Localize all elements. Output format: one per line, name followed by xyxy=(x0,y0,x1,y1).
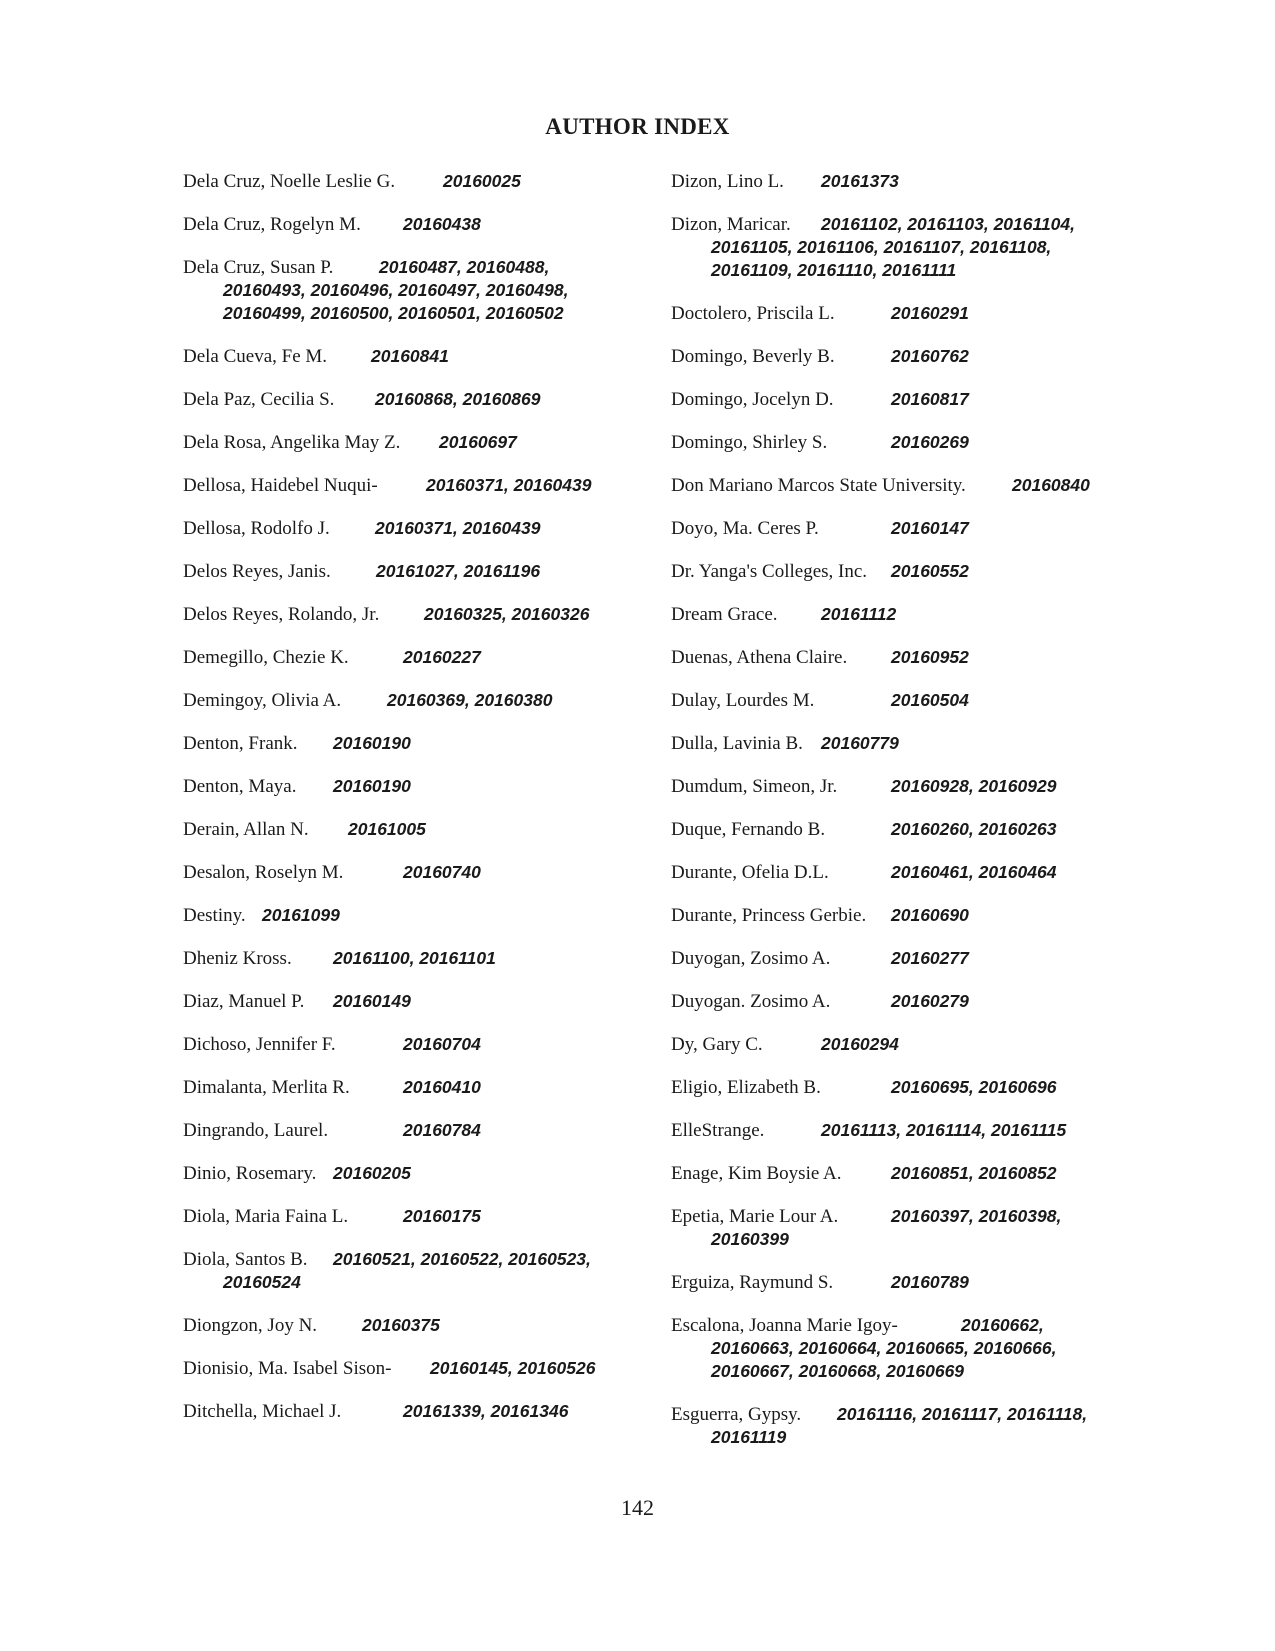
author-name: Domingo, Beverly B. xyxy=(671,346,835,367)
index-entry xyxy=(671,1205,1111,1251)
author-name: Delos Reyes, Rolando, Jr. xyxy=(183,604,380,625)
index-entry xyxy=(183,603,653,626)
index-entry xyxy=(183,1162,653,1185)
author-name: Dulla, Lavinia B. xyxy=(671,733,803,754)
author-name: Duenas, Athena Claire. xyxy=(671,647,848,668)
record-numbers: 20160690 xyxy=(891,905,969,925)
record-numbers: 20160928, 20160929 xyxy=(891,776,1057,796)
record-numbers: 20161113, 20161114, 20161115 xyxy=(821,1120,1067,1140)
index-column-left xyxy=(183,170,653,1443)
author-name: Dr. Yanga's Colleges, Inc. xyxy=(671,561,868,582)
author-name: Dheniz Kross. xyxy=(183,948,292,969)
index-entry xyxy=(671,861,1111,884)
record-numbers: 20161116, 20161117, 20161118, xyxy=(837,1404,1088,1424)
record-numbers: 20160662, xyxy=(961,1315,1044,1335)
record-numbers: 20160521, 20160522, 20160523, xyxy=(333,1249,591,1269)
index-entry xyxy=(671,1033,1111,1056)
author-name: Dela Cueva, Fe M. xyxy=(183,346,328,367)
index-entry xyxy=(671,474,1111,497)
author-name: Duyogan. Zosimo A. xyxy=(671,991,831,1012)
author-name: Diaz, Manuel P. xyxy=(183,991,305,1012)
author-name: Dingrando, Laurel. xyxy=(183,1120,329,1141)
author-name: Dizon, Lino L. xyxy=(671,171,784,192)
record-numbers: 20161339, 20161346 xyxy=(403,1401,569,1421)
author-name: Eligio, Elizabeth B. xyxy=(671,1077,821,1098)
record-numbers: 20160740 xyxy=(403,862,481,882)
author-name: Demegillo, Chezie K. xyxy=(183,647,349,668)
index-entry xyxy=(671,603,1111,626)
record-numbers: 20160789 xyxy=(891,1272,969,1292)
record-numbers: 20160227 xyxy=(403,647,481,667)
index-entry xyxy=(671,775,1111,798)
index-entry xyxy=(183,345,653,368)
index-entry xyxy=(671,431,1111,454)
index-entry xyxy=(671,1076,1111,1099)
record-numbers: 20160279 xyxy=(891,991,969,1011)
record-numbers: 20160779 xyxy=(821,733,899,753)
author-name: Dellosa, Rodolfo J. xyxy=(183,518,330,539)
index-entry xyxy=(183,1205,653,1228)
record-numbers: 20161005 xyxy=(348,819,426,839)
index-entry xyxy=(183,213,653,236)
index-entry xyxy=(671,1314,1111,1383)
author-name: Dela Rosa, Angelika May Z. xyxy=(183,432,401,453)
author-name: Dumdum, Simeon, Jr. xyxy=(671,776,838,797)
index-entry xyxy=(671,646,1111,669)
record-numbers: 20161373 xyxy=(821,171,899,191)
record-numbers-continued: 20161119 xyxy=(711,1427,787,1447)
author-name: Duque, Fernando B. xyxy=(671,819,826,840)
record-numbers: 20160851, 20160852 xyxy=(891,1163,1057,1183)
author-name: Dela Paz, Cecilia S. xyxy=(183,389,335,410)
author-name: Dimalanta, Merlita R. xyxy=(183,1077,350,1098)
author-name: Destiny. xyxy=(183,905,246,926)
page-number: 142 xyxy=(621,1495,654,1520)
author-name: Enage, Kim Boysie A. xyxy=(671,1163,842,1184)
index-entry xyxy=(671,904,1111,927)
author-name: Dellosa, Haidebel Nuqui- xyxy=(183,475,378,496)
index-entry xyxy=(183,775,653,798)
author-name: Don Mariano Marcos State University. xyxy=(671,475,966,496)
index-entry xyxy=(671,345,1111,368)
record-numbers: 20160552 xyxy=(891,561,969,581)
page-title: AUTHOR INDEX xyxy=(545,114,730,139)
index-entry xyxy=(671,213,1111,282)
author-name: Dinio, Rosemary. xyxy=(183,1163,317,1184)
record-numbers: 20161100, 20161101 xyxy=(333,948,496,968)
author-name: Doyo, Ma. Ceres P. xyxy=(671,518,819,539)
record-numbers: 20160397, 20160398, xyxy=(891,1206,1062,1226)
index-entry xyxy=(183,170,653,193)
record-numbers: 20160487, 20160488, xyxy=(379,257,550,277)
author-name: Dulay, Lourdes M. xyxy=(671,690,815,711)
index-entry xyxy=(671,1119,1111,1142)
index-entry xyxy=(671,1403,1111,1449)
record-numbers-continued: 20160493, 20160496, 20160497, 20160498, xyxy=(223,280,569,300)
index-entry xyxy=(671,302,1111,325)
index-entry xyxy=(183,1400,653,1423)
index-entry xyxy=(671,689,1111,712)
index-entry xyxy=(671,560,1111,583)
author-name: Erguiza, Raymund S. xyxy=(671,1272,834,1293)
author-name: Derain, Allan N. xyxy=(183,819,309,840)
record-numbers: 20160147 xyxy=(891,518,969,538)
record-numbers: 20160260, 20160263 xyxy=(891,819,1057,839)
record-numbers: 20160325, 20160326 xyxy=(424,604,590,624)
author-name: Delos Reyes, Janis. xyxy=(183,561,331,582)
author-name: Dy, Gary C. xyxy=(671,1034,763,1055)
record-numbers: 20160269 xyxy=(891,432,969,452)
author-name: Durante, Ofelia D.L. xyxy=(671,862,829,883)
record-numbers: 20161112 xyxy=(821,604,897,624)
index-column-right xyxy=(671,170,1111,1469)
record-numbers: 20160375 xyxy=(362,1315,440,1335)
index-entry xyxy=(671,732,1111,755)
index-entry xyxy=(183,256,653,325)
index-entry xyxy=(183,990,653,1013)
record-numbers-continued: 20160499, 20160500, 20160501, 20160502 xyxy=(223,303,564,323)
index-entry xyxy=(183,474,653,497)
index-entry xyxy=(183,1033,653,1056)
author-name: Denton, Frank. xyxy=(183,733,298,754)
author-name: Dela Cruz, Susan P. xyxy=(183,257,334,278)
index-entry xyxy=(183,947,653,970)
author-name: Escalona, Joanna Marie Igoy- xyxy=(671,1315,898,1336)
record-numbers: 20160149 xyxy=(333,991,411,1011)
record-numbers: 20161102, 20161103, 20161104, xyxy=(821,214,1075,234)
record-numbers: 20160291 xyxy=(891,303,969,323)
record-numbers: 20160784 xyxy=(403,1120,481,1140)
record-numbers: 20160175 xyxy=(403,1206,481,1226)
record-numbers: 20160438 xyxy=(403,214,481,234)
record-numbers: 20160410 xyxy=(403,1077,481,1097)
index-entry xyxy=(183,517,653,540)
index-entry xyxy=(183,1119,653,1142)
index-entry xyxy=(671,990,1111,1013)
index-entry xyxy=(671,170,1111,193)
author-name: Epetia, Marie Lour A. xyxy=(671,1206,839,1227)
index-entry xyxy=(671,1162,1111,1185)
record-numbers-continued: 20160524 xyxy=(223,1272,301,1292)
record-numbers-continued: 20160663, 20160664, 20160665, 20160666, xyxy=(711,1338,1057,1358)
author-name: Diongzon, Joy N. xyxy=(183,1315,318,1336)
author-name: Doctolero, Priscila L. xyxy=(671,303,835,324)
index-entry xyxy=(183,818,653,841)
author-name: Durante, Princess Gerbie. xyxy=(671,905,867,926)
record-numbers: 20160840 xyxy=(1012,475,1090,495)
author-name: Desalon, Roselyn M. xyxy=(183,862,344,883)
record-numbers: 20160704 xyxy=(403,1034,481,1054)
record-numbers: 20160762 xyxy=(891,346,969,366)
record-numbers: 20160369, 20160380 xyxy=(387,690,553,710)
record-numbers: 20160190 xyxy=(333,733,411,753)
author-name: Domingo, Jocelyn D. xyxy=(671,389,834,410)
record-numbers: 20160294 xyxy=(821,1034,899,1054)
record-numbers: 20160868, 20160869 xyxy=(375,389,541,409)
index-entry xyxy=(183,1076,653,1099)
index-entry xyxy=(183,560,653,583)
author-name: Dream Grace. xyxy=(671,604,778,625)
author-name: ElleStrange. xyxy=(671,1120,765,1141)
record-numbers: 20161099 xyxy=(262,905,340,925)
record-numbers-continued: 20161109, 20161110, 20161111 xyxy=(711,260,957,280)
author-name: Duyogan, Zosimo A. xyxy=(671,948,831,969)
index-entry xyxy=(183,388,653,411)
index-entry xyxy=(671,818,1111,841)
author-name: Esguerra, Gypsy. xyxy=(671,1404,802,1425)
record-numbers-continued: 20160399 xyxy=(711,1229,789,1249)
author-name: Dizon, Maricar. xyxy=(671,214,791,235)
index-entry xyxy=(183,732,653,755)
record-numbers: 20160371, 20160439 xyxy=(375,518,541,538)
record-numbers: 20160277 xyxy=(891,948,969,968)
record-numbers: 20160817 xyxy=(891,389,969,409)
index-entry xyxy=(671,1271,1111,1294)
index-entry xyxy=(183,1357,653,1380)
author-name: Diola, Santos B. xyxy=(183,1249,308,1270)
index-entry xyxy=(183,646,653,669)
record-numbers: 20160504 xyxy=(891,690,969,710)
author-name: Ditchella, Michael J. xyxy=(183,1401,342,1422)
index-entry xyxy=(183,904,653,927)
author-name: Dela Cruz, Rogelyn M. xyxy=(183,214,361,235)
author-name: Denton, Maya. xyxy=(183,776,297,797)
index-entry xyxy=(183,689,653,712)
record-numbers: 20160190 xyxy=(333,776,411,796)
record-numbers: 20160025 xyxy=(443,171,521,191)
record-numbers: 20160461, 20160464 xyxy=(891,862,1057,882)
author-name: Dichoso, Jennifer F. xyxy=(183,1034,336,1055)
author-name: Domingo, Shirley S. xyxy=(671,432,828,453)
author-name: Dela Cruz, Noelle Leslie G. xyxy=(183,171,396,192)
record-numbers: 20160145, 20160526 xyxy=(430,1358,596,1378)
index-entry xyxy=(183,1314,653,1337)
index-entry xyxy=(671,517,1111,540)
record-numbers: 20160841 xyxy=(371,346,449,366)
record-numbers: 20160695, 20160696 xyxy=(891,1077,1057,1097)
index-entry xyxy=(671,947,1111,970)
record-numbers: 20161027, 20161196 xyxy=(376,561,541,581)
index-entry xyxy=(183,431,653,454)
record-numbers-continued: 20161105, 20161106, 20161107, 20161108, xyxy=(711,237,1052,257)
author-name: Dionisio, Ma. Isabel Sison- xyxy=(183,1358,392,1379)
index-entry xyxy=(183,861,653,884)
index-entry xyxy=(183,1248,653,1294)
author-name: Diola, Maria Faina L. xyxy=(183,1206,349,1227)
record-numbers: 20160952 xyxy=(891,647,969,667)
record-numbers: 20160371, 20160439 xyxy=(426,475,592,495)
record-numbers-continued: 20160667, 20160668, 20160669 xyxy=(711,1361,965,1381)
index-entry xyxy=(671,388,1111,411)
record-numbers: 20160205 xyxy=(333,1163,411,1183)
record-numbers: 20160697 xyxy=(439,432,517,452)
author-name: Demingoy, Olivia A. xyxy=(183,690,342,711)
